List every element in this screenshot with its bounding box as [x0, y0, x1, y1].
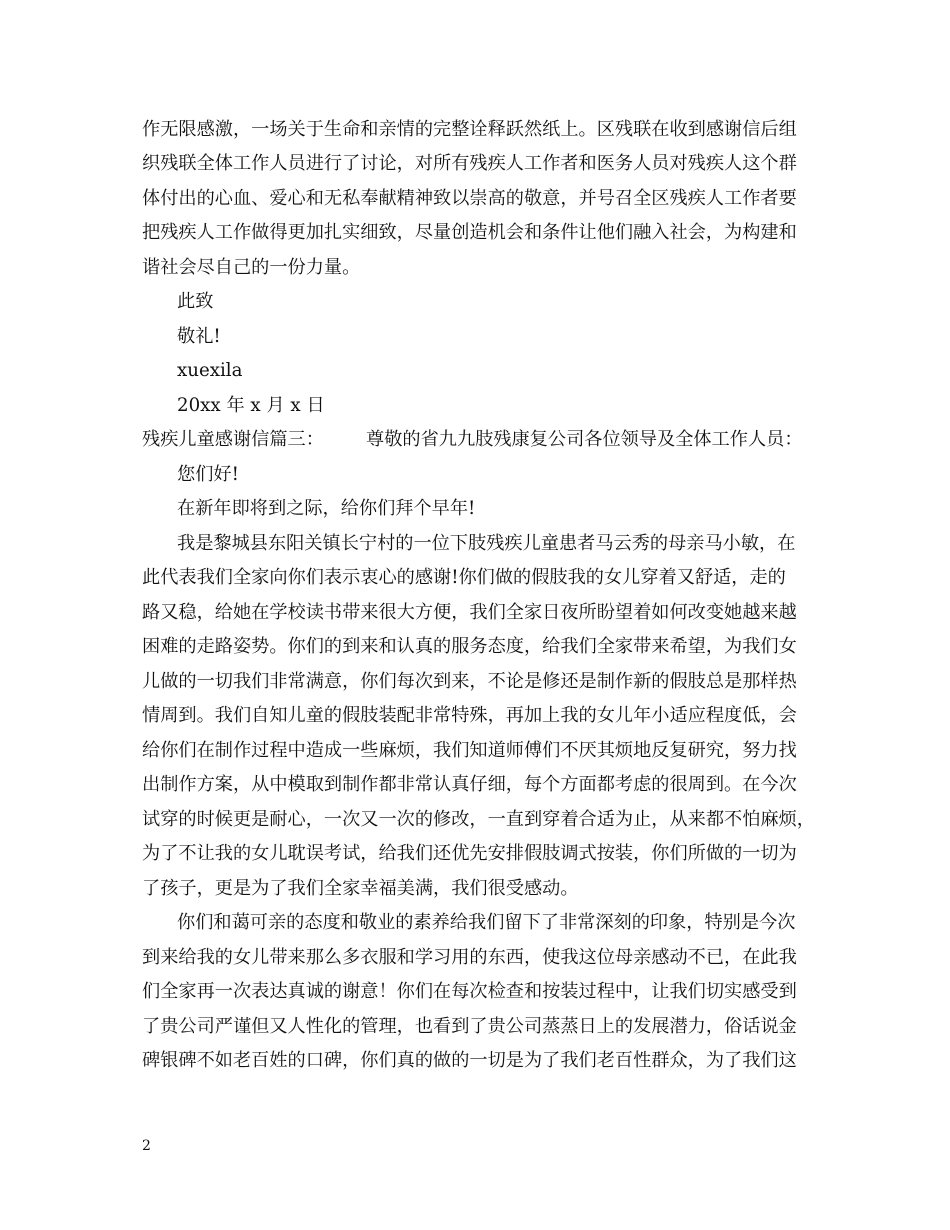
paragraph-1-line-2: 织残联全体工作人员进行了讨论，对所有残疾人工作者和医务人员对残疾人这个群	[142, 153, 797, 174]
greeting: 您们好!	[177, 464, 239, 485]
new-year-wishes: 在新年即将到之际，给你们拜个早年!	[177, 498, 476, 519]
paragraph-2-line-9: 试穿的时候更是耐心，一次又一次的修改，一直到穿着合适为止，从来都不怕麻烦，	[142, 809, 815, 830]
paragraph-2-line-8: 出制作方案，从中模取到制作都非常认真仔细，每个方面都考虑的很周到。在今次	[142, 774, 797, 795]
paragraph-3-line-2: 到来给我的女儿带来那么多衣服和学习用的东西，使我这位母亲感动不已，在此我	[142, 947, 797, 968]
closing-salutation: 此致	[177, 291, 214, 312]
section-three-recipient: 尊敬的省九九肢残康复公司各位领导及全体工作人员：	[366, 429, 803, 450]
paragraph-2-line-11: 了孩子，更是为了我们全家幸福美满，我们很受感动。	[142, 878, 579, 899]
paragraph-3-line-1: 你们和蔼可亲的态度和敬业的素养给我们留下了非常深刻的印象，特别是今次	[177, 912, 796, 933]
paragraph-3-line-5: 碑银碑不如老百姓的口碑，你们真的做的一切是为了我们老百性群众，为了我们这	[142, 1050, 797, 1071]
paragraph-3-line-3: 们全家再一次表达真诚的谢意！你们在每次检查和按装过程中，让我们切实感受到	[142, 981, 797, 1002]
paragraph-2-line-6: 情周到。我们自知儿童的假肢装配非常特殊，再加上我的女儿年小适应程度低，会	[142, 705, 797, 726]
page-number: 2	[142, 1138, 151, 1154]
paragraph-1-line-5: 谐社会尽自己的一份力量。	[142, 257, 361, 278]
paragraph-2-line-1: 我是黎城县东阳关镇长宁村的一位下肢残疾儿童患者马云秀的母亲马小敏，在	[177, 533, 796, 554]
paragraph-1-line-1: 作无限感激，一场关于生命和亲情的完整诠释跃然纸上。区残联在收到感谢信后组	[142, 119, 797, 140]
paragraph-1-line-4: 把残疾人工作做得更加扎实细致，尽量创造机会和条件让他们融入社会，为构建和	[142, 222, 797, 243]
paragraph-2-line-7: 给你们在制作过程中造成一些麻烦，我们知道师傅们不厌其烦地反复研究，努力找	[142, 740, 797, 761]
paragraph-2-line-3: 路又稳，给她在学校读书带来很大方便，我们全家日夜所盼望着如何改变她越来越	[142, 602, 797, 623]
paragraph-3-line-4: 了贵公司严谨但又人性化的管理，也看到了贵公司蒸蒸日上的发展潜力，俗话说金	[142, 1016, 797, 1037]
paragraph-2-line-2: 此代表我们全家向你们表示衷心的感谢!你们做的假肢我的女儿穿着又舒适，走的	[142, 567, 786, 588]
signature: xuexila	[177, 360, 243, 381]
paragraph-2-line-4: 困难的走路姿势。你们的到来和认真的服务态度，给我们全家带来希望，为我们女	[142, 636, 797, 657]
paragraph-2-line-5: 儿做的一切我们非常满意，你们每次到来，不论是修还是制作新的假肢总是那样热	[142, 671, 797, 692]
paragraph-1-line-3: 体付出的心血、爱心和无私奉献精神致以崇高的敬意，并号召全区残疾人工作者要	[142, 188, 797, 209]
paragraph-2-line-10: 为了不让我的女儿耽误考试，给我们还优先安排假肢调式按装，你们所做的一切为	[142, 843, 797, 864]
section-three-label: 残疾儿童感谢信篇三：	[142, 429, 324, 450]
closing-respect: 敬礼!	[177, 326, 221, 347]
letter-date: 20xx 年 x 月 x 日	[177, 395, 325, 416]
